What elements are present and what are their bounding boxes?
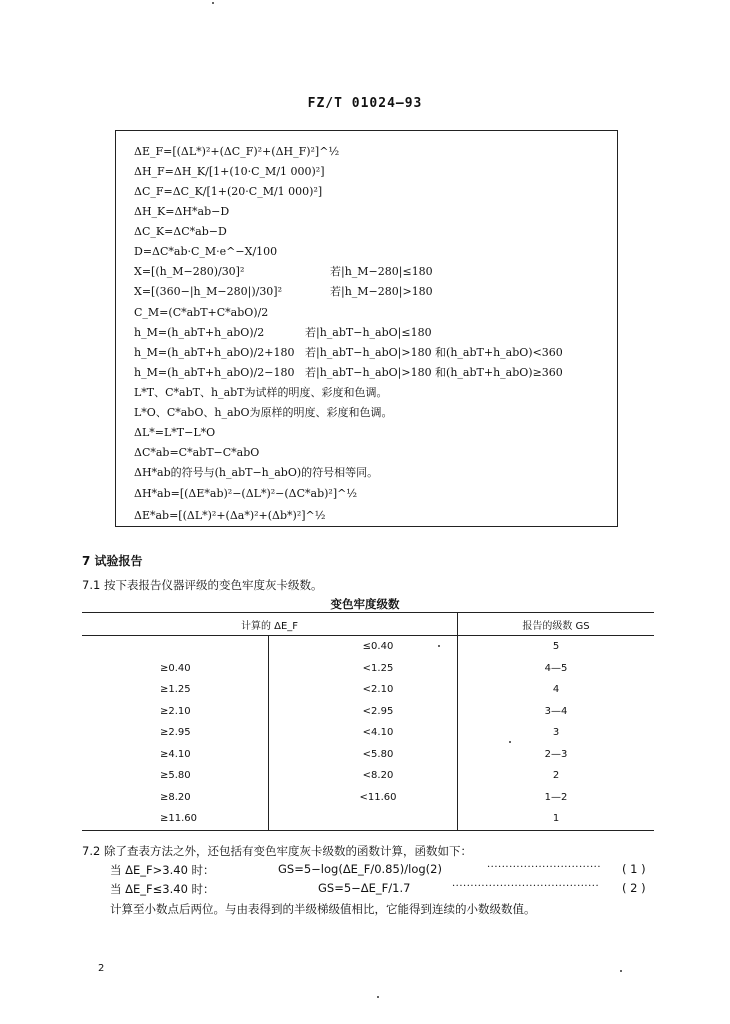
formula-line: C_M=(C*abT+C*abO)/2 bbox=[134, 306, 269, 319]
grade-value: 3 bbox=[552, 727, 560, 739]
equation-2: GS=5−ΔE_F/1.7 bbox=[318, 881, 411, 895]
condition: 若|h_abT−h_abO|>180 和(h_abT+h_abO)<360 bbox=[305, 346, 563, 359]
table-row bbox=[82, 808, 654, 830]
formula-line: X=[(360−|h_M−280|)/30]² bbox=[134, 285, 283, 298]
lower-bound: ≥1.25 bbox=[160, 684, 191, 696]
clause-7-1: 7.1 按下表报告仪器评级的变色牢度灰卡级数。 bbox=[82, 578, 323, 592]
grade-value: 3—4 bbox=[544, 705, 568, 717]
table-row bbox=[82, 722, 654, 744]
grade-value: 4—5 bbox=[544, 662, 568, 674]
formula-line: ΔH*ab=[(ΔE*ab)²−(ΔL*)²−(ΔC*ab)²]^½ bbox=[134, 487, 358, 500]
scan-speck bbox=[212, 2, 214, 4]
formula-line: ΔE*ab=[(ΔL*)²+(Δa*)²+(Δb*)²]^½ bbox=[134, 509, 326, 522]
condition: 若|h_abT−h_abO|>180 和(h_abT+h_abO)≥360 bbox=[305, 366, 563, 379]
leader-dots: ········································ bbox=[452, 881, 600, 892]
lower-bound: ≥8.20 bbox=[160, 791, 191, 803]
column-header-delta-e: 计算的 ΔE_F bbox=[82, 613, 458, 636]
lower-bound: ≥11.60 bbox=[160, 813, 198, 825]
upper-bound: ≤0.40 bbox=[362, 641, 394, 653]
standard-header: FZ/T 01024—93 bbox=[307, 96, 423, 111]
grade-value: 2—3 bbox=[544, 748, 568, 760]
grade-table bbox=[82, 612, 654, 831]
formula-line: L*T、C*abT、h_abT为试样的明度、彩度和色调。 bbox=[134, 386, 388, 399]
equation-1-number: ( 1 ) bbox=[622, 862, 646, 876]
upper-bound: <11.60 bbox=[359, 791, 397, 803]
formula-line: ΔH_F=ΔH_K/[1+(10·C_M/1 000)²] bbox=[134, 165, 325, 178]
table-caption: 变色牢度级数 bbox=[330, 597, 400, 611]
scan-speck bbox=[509, 741, 511, 743]
formula-line: h_M=(h_abT+h_abO)/2−180 bbox=[134, 366, 295, 379]
table-row bbox=[82, 679, 654, 701]
final-note: 计算至小数点后两位。与由表得到的半级梯级值相比，它能得到连续的小数级数值。 bbox=[110, 902, 536, 916]
condition: 若|h_abT−h_abO|≤180 bbox=[305, 326, 432, 339]
formula-line: X=[(h_M−280)/30]² bbox=[134, 265, 245, 278]
equation-2-condition: 当 ΔE_F≤3.40 时： bbox=[110, 882, 215, 896]
column-header-gs: 报告的级数 GS bbox=[458, 613, 655, 636]
page-number: 2 bbox=[98, 963, 105, 974]
lower-bound: ≥4.10 bbox=[160, 748, 191, 760]
upper-bound: <5.80 bbox=[362, 748, 394, 760]
scan-speck bbox=[620, 970, 622, 972]
lower-bound: ≥5.80 bbox=[160, 770, 191, 782]
formula-line: h_M=(h_abT+h_abO)/2 bbox=[134, 326, 265, 339]
equation-2-number: ( 2 ) bbox=[622, 881, 646, 895]
equation-1-condition: 当 ΔE_F>3.40 时： bbox=[110, 863, 215, 877]
condition: 若|h_M−280|≤180 bbox=[330, 265, 433, 278]
formula-line: ΔC_F=ΔC_K/[1+(20·C_M/1 000)²] bbox=[134, 185, 323, 198]
upper-bound: <8.20 bbox=[362, 770, 394, 782]
table-row bbox=[82, 765, 654, 787]
table-row bbox=[82, 658, 654, 680]
equation-1: GS=5−log(ΔE_F/0.85)/log(2) bbox=[278, 862, 442, 876]
scan-speck bbox=[377, 996, 379, 998]
table-row bbox=[82, 701, 654, 723]
scan-speck bbox=[438, 645, 440, 647]
formula-line: D=ΔC*ab·C_M·e^−X/100 bbox=[134, 245, 278, 258]
formula-line: ΔC_K=ΔC*ab−D bbox=[134, 225, 227, 238]
grade-value: 2 bbox=[552, 770, 560, 782]
lower-bound: ≥2.95 bbox=[160, 727, 191, 739]
section-title: 7 试验报告 bbox=[82, 554, 143, 568]
formula-line: ΔC*ab=C*abT−C*abO bbox=[134, 446, 260, 459]
upper-bound: <1.25 bbox=[362, 662, 394, 674]
formula-line: L*O、C*abO、h_abO为原样的明度、彩度和色调。 bbox=[134, 406, 393, 419]
lower-bound: ≥2.10 bbox=[160, 705, 191, 717]
grade-value: 5 bbox=[552, 641, 560, 653]
condition: 若|h_M−280|>180 bbox=[330, 285, 433, 298]
formula-line: ΔL*=L*T−L*O bbox=[134, 426, 216, 439]
table-row bbox=[82, 636, 654, 658]
formula-line: ΔH_K=ΔH*ab−D bbox=[134, 205, 230, 218]
formula-line: ΔH*ab的符号与(h_abT−h_abO)的符号相等同。 bbox=[134, 466, 379, 479]
grade-value: 1—2 bbox=[544, 791, 568, 803]
upper-bound: <4.10 bbox=[362, 727, 394, 739]
formula-line: h_M=(h_abT+h_abO)/2+180 bbox=[134, 346, 295, 359]
lower-bound: ≥0.40 bbox=[160, 662, 191, 674]
upper-bound: <2.95 bbox=[362, 705, 394, 717]
table-row bbox=[82, 744, 654, 766]
formula-line: ΔE_F=[(ΔL*)²+(ΔC_F)²+(ΔH_F)²]^½ bbox=[134, 145, 340, 158]
leader-dots: ······························· bbox=[487, 862, 602, 873]
grade-value: 1 bbox=[458, 808, 655, 830]
clause-7-2: 7.2 除了查表方法之外，还包括有变色牢度灰卡级数的函数计算，函数如下： bbox=[82, 844, 472, 858]
grade-value: 4 bbox=[552, 684, 560, 696]
table-row bbox=[82, 787, 654, 809]
upper-bound: <2.10 bbox=[362, 684, 394, 696]
